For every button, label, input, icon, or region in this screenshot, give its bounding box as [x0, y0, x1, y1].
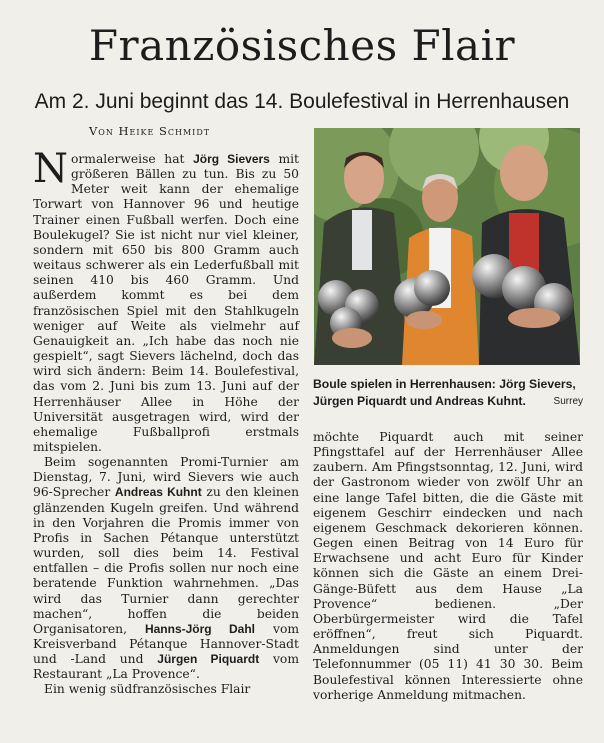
text-run: Ein wenig südfranzösisches Flair — [44, 682, 251, 697]
person-name: Hanns-Jörg Dahl — [144, 621, 256, 636]
paragraph-4 — [313, 430, 583, 703]
article-photo — [314, 128, 580, 365]
article-headline: Französisches Flair — [88, 21, 516, 70]
text-run: ormalerweise hat — [71, 152, 194, 166]
article-column-left — [33, 146, 300, 698]
text-run: mit größeren Bällen zu tun. Bis zu 50 Meter weit kann der ehemalige Torwart von Hannover 96 und heutige Trainer einen Fußball werfen. Doch eine Boulekugel? Sie ist nicht nur viel kleiner, sondern mit 650 bis 800 Gramm auch weitaus schwerer als ein Lederfußball mit seinen 410 bis 460 Gramm. Und außerdem kommt es bei dem französischen Spiel mit den Stahlkugeln weniger auf Weite als vielmehr auf Genauigkeit an. „Ich habe das noch nie gespielt“, sagt Sievers lächelnd, doch das wird sich ändern: Beim 14. Boulefestival, das vom 2. Juni bis zum 13. Juni auf der Herrenhäuser Allee in Höhe der Universität ausgetragen wird, wird der ehemalige Fußballprofi erstmals mitspielen. — [33, 152, 300, 454]
text-run: Beim sogenannten Promi-Turnier am Dienstag, 7. Juni, wird Sievers wie auch 96-Sprecher — [33, 455, 299, 500]
article-column-right — [313, 430, 583, 703]
photo-illustration — [314, 128, 580, 365]
person-name: Jürgen Piquardt — [157, 652, 260, 667]
photo-caption — [313, 376, 583, 410]
text-run: vom Restaurant „La Provence“. — [33, 652, 300, 682]
text-run: zu den kleinen glänzenden Kugeln greifen. Und während in den Vorjahren die Promis immer von Profis in Sachen Pétanque unterstützt wurden, soll dies beim 14. Festival entfallen – die Profis sollen nur noch eine beratende Funktion wahrnehmen. „Das wird das Turnier dann gerechter machen“, hoffen die beiden Organisatoren, — [33, 485, 299, 636]
paragraph-2 — [33, 455, 299, 682]
text-run: vom Kreisverband Pétanque Hannover-Stadt und -Land und — [33, 621, 300, 667]
paragraph-1 — [33, 146, 300, 455]
photo-credit: Surrey — [553, 396, 583, 407]
dropcap-letter: N — [33, 146, 68, 192]
article-subheadline: Am 2. Juni beginnt das 14. Boulefestival in Herrenhausen — [34, 90, 570, 113]
text-run: möchte Piquardt auch mit seiner Pfingsttafel auf der Herrenhäuser Allee zaubern. Am Pfingstsonntag, 12. Juni, wird der Gastronom wieder von zwölf Uhr an eine lange Tafel bitten, die die Gäste mit eigenem Geschirr eindecken und nach eigenem Geschmack dekorieren können. Gegen einen Beitrag von 14 Euro für Erwachsene und acht Euro für Kinder können sich die Gäste an einem Drei-Gänge-Büfett aus dem Hause „La Provence“ bedienen. „Der Oberbürgermeister wird die Tafel eröffnen“, freut sich Piquardt. Anmeldungen sind unter der Telefonnummer (05 11) 41 30 30. Beim Boulefestival können Interessierte ohne vorherige Anmeldung mitmachen. — [313, 430, 583, 702]
caption-text: Boule spielen in Herrenhausen: Jörg Sievers, Jürgen Piquardt und Andreas Kuhnt. — [313, 377, 576, 408]
person-name: Jörg Sievers — [193, 152, 270, 166]
paragraph-3 — [33, 682, 299, 697]
article-byline: Von Heike Schmidt — [89, 124, 211, 138]
person-name: Andreas Kuhnt — [114, 485, 202, 500]
